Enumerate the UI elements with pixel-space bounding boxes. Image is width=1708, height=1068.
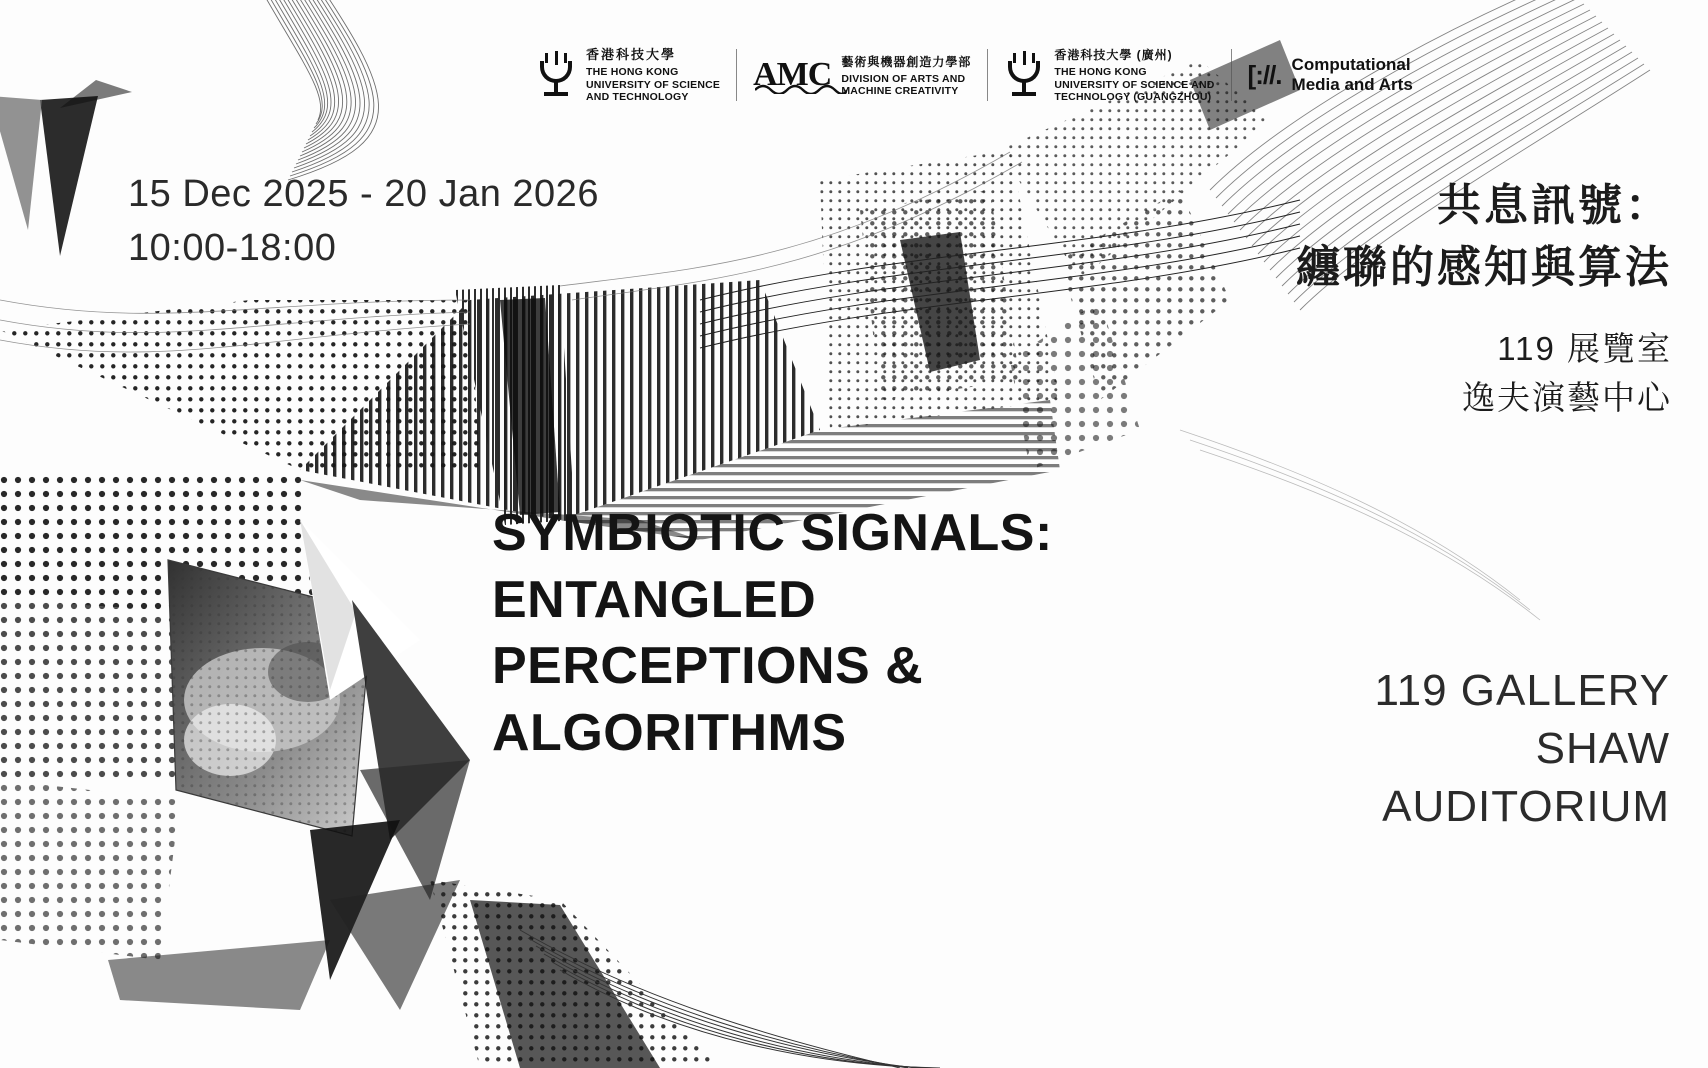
venue-en-line1: 119 GALLERY <box>1374 666 1670 715</box>
logo-divider <box>987 49 988 101</box>
hkust-crest-icon <box>536 51 576 99</box>
logo-hkust-gz-en-2: UNIVERSITY OF SCIENCE AND <box>1054 78 1215 91</box>
logo-hkust-gz-zh: 香港科技大學 (廣州) <box>1054 48 1173 63</box>
schedule-block <box>128 168 599 276</box>
venue-en-line2: SHAW <box>1535 724 1670 774</box>
logo-amc <box>737 53 987 98</box>
logo-hkust-zh: 香港科技大學 <box>586 47 677 63</box>
venue-zh-line2: 逸夫演藝中心 <box>1462 379 1672 417</box>
logo-hkust-gz-en-3: TECHNOLOGY (GUANGZHOU) <box>1054 91 1212 104</box>
cma-bracket-icon: [://. <box>1247 60 1282 90</box>
venue-en-line3: AUDITORIUM <box>1382 782 1670 832</box>
logo-amc-zh: 藝術與機器創造力學部 <box>841 54 972 69</box>
venue-zh-line1: 119 展覽室 <box>1497 329 1672 367</box>
logo-hkust-text <box>586 46 720 103</box>
logo-amc-text <box>841 53 971 98</box>
logo-cma-en-1: Computational <box>1291 54 1411 74</box>
logo-hkust-en-1: THE HONG KONG <box>586 66 679 79</box>
logo-hkust-gz <box>988 46 1230 103</box>
logo-divider <box>1231 49 1232 101</box>
logo-hkust-gz-text <box>1054 46 1214 103</box>
logo-hkust-en-3: AND TECHNOLOGY <box>586 91 689 104</box>
logo-amc-en-1: DIVISION OF ARTS AND <box>841 72 966 85</box>
logo-cma-text <box>1292 55 1413 96</box>
logo-divider <box>736 49 737 101</box>
logo-hkust-gz-en-1: THE HONG KONG <box>1054 66 1147 79</box>
logo-hkust <box>520 46 736 103</box>
venue-en-block <box>1374 662 1670 836</box>
title-zh-line1: 共息訊號： <box>1437 181 1672 230</box>
exhibition-hours: 10:00-18:00 <box>128 226 337 269</box>
logo-bar <box>520 36 1680 114</box>
amc-wordmark-icon <box>753 58 831 92</box>
logo-hkust-en-2: UNIVERSITY OF SCIENCE <box>586 78 721 91</box>
exhibition-dates: 15 Dec 2025 - 20 Jan 2026 <box>128 173 599 215</box>
amc-wordmark-text: AMC <box>753 56 832 93</box>
chinese-title-block <box>1296 175 1672 423</box>
hkust-crest-icon <box>1004 51 1044 99</box>
logo-cma <box>1232 55 1429 96</box>
logo-amc-en-2: MACHINE CREATIVITY <box>841 85 959 97</box>
exhibition-title-en: SYMBIOTIC SIGNALS: ENTANGLED PERCEPTIONS & ALGORITHMS <box>492 504 1053 762</box>
title-zh-line2: 纏聯的感知與算法 <box>1296 243 1672 293</box>
logo-cma-en-2: Media and Arts <box>1291 75 1413 94</box>
